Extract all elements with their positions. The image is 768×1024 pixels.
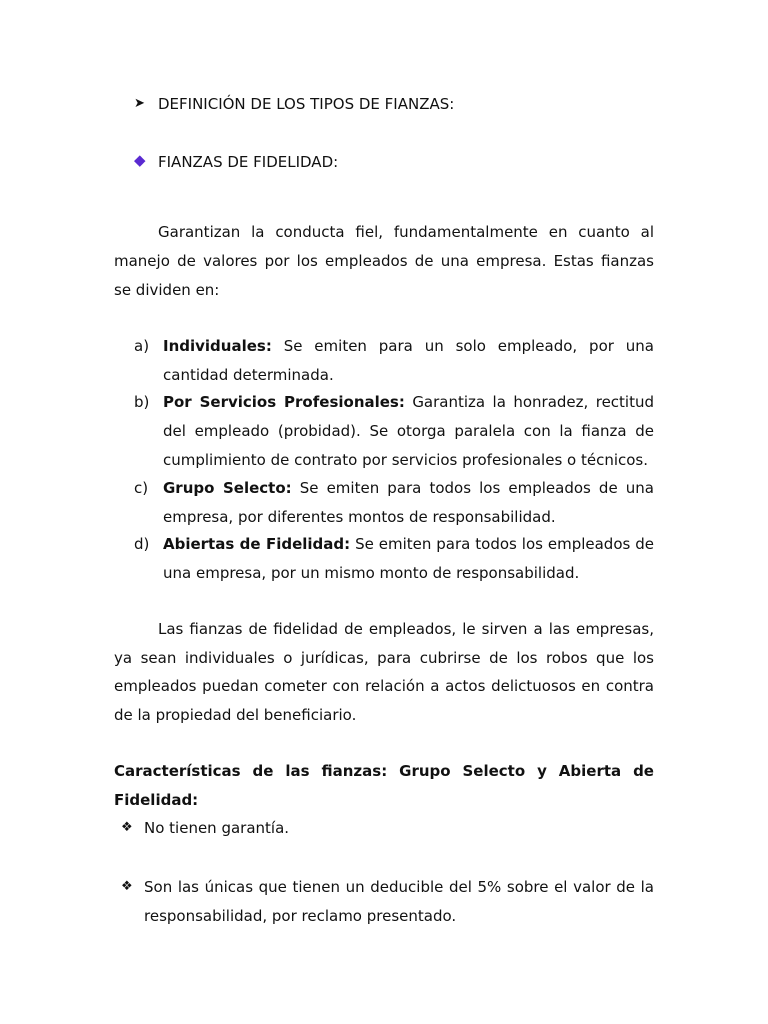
intro-line: Garantizan la conducta fiel, fundamentalmente en cuanto al — [158, 223, 654, 241]
bullet-line: responsabilidad, por reclamo presentado. — [144, 907, 457, 925]
list-item-line: empresa, por diferentes montos de responsabilidad. — [163, 508, 556, 526]
paragraph-line: Las fianzas de fidelidad de empleados, le sirven a las empresas, — [158, 620, 654, 638]
list-term: Por Servicios Profesionales: — [163, 393, 405, 411]
subsection-title: FIANZAS DE FIDELIDAD: — [158, 153, 339, 171]
bullet-line: No tienen garantía. — [144, 819, 290, 837]
list-item-line: una empresa, por un mismo monto de responsabilidad. — [163, 564, 580, 582]
characteristics-heading: Características de las fianzas: Grupo Selecto y Abierta de — [114, 762, 654, 780]
list-marker: b) — [134, 393, 150, 411]
paragraph-line: ya sean individuales o jurídicas, para cubrirse de los robos que los — [114, 649, 654, 667]
intro-line: se dividen en: — [114, 281, 220, 299]
list-item-first-line — [163, 392, 654, 412]
arrow-right-icon: ➤ — [134, 96, 145, 111]
list-item-first-line — [163, 336, 654, 356]
list-marker: c) — [134, 479, 149, 497]
list-item-first-line — [163, 534, 654, 554]
intro-line: manejo de valores por los empleados de una empresa. Estas fianzas — [114, 252, 654, 270]
list-item-first-line — [163, 478, 654, 498]
list-item-line: del empleado (probidad). Se otorga paralela con la fianza de — [163, 422, 654, 440]
list-term: Individuales: — [163, 337, 272, 355]
list-term: Abiertas de Fidelidad: — [163, 535, 351, 553]
section-title: DEFINICIÓN DE LOS TIPOS DE FIANZAS: — [158, 95, 455, 113]
list-text: Se emiten para todos los empleados de una — [299, 479, 654, 497]
four-diamond-star-icon: ❖ — [121, 820, 133, 835]
list-marker: d) — [134, 535, 150, 553]
list-marker: a) — [134, 337, 150, 355]
four-diamond-star-icon: ❖ — [121, 879, 133, 894]
list-text: Se emiten para un solo empleado, por una — [283, 337, 654, 355]
paragraph-line: empleados puedan cometer con relación a actos delictuosos en contra — [114, 677, 654, 695]
characteristics-heading: Fidelidad: — [114, 791, 199, 809]
list-term: Grupo Selecto: — [163, 479, 292, 497]
list-text: Garantiza la honradez, rectitud — [412, 393, 654, 411]
list-text: Se emiten para todos los empleados de — [355, 535, 654, 553]
paragraph-line: de la propiedad del beneficiario. — [114, 706, 357, 724]
list-item-line: cantidad determinada. — [163, 366, 334, 384]
list-item-line: cumplimiento de contrato por servicios profesionales o técnicos. — [163, 451, 649, 469]
bullet-line: Son las únicas que tienen un deducible del 5% sobre el valor de la — [144, 878, 654, 896]
diamond-icon: ◆ — [134, 151, 146, 169]
